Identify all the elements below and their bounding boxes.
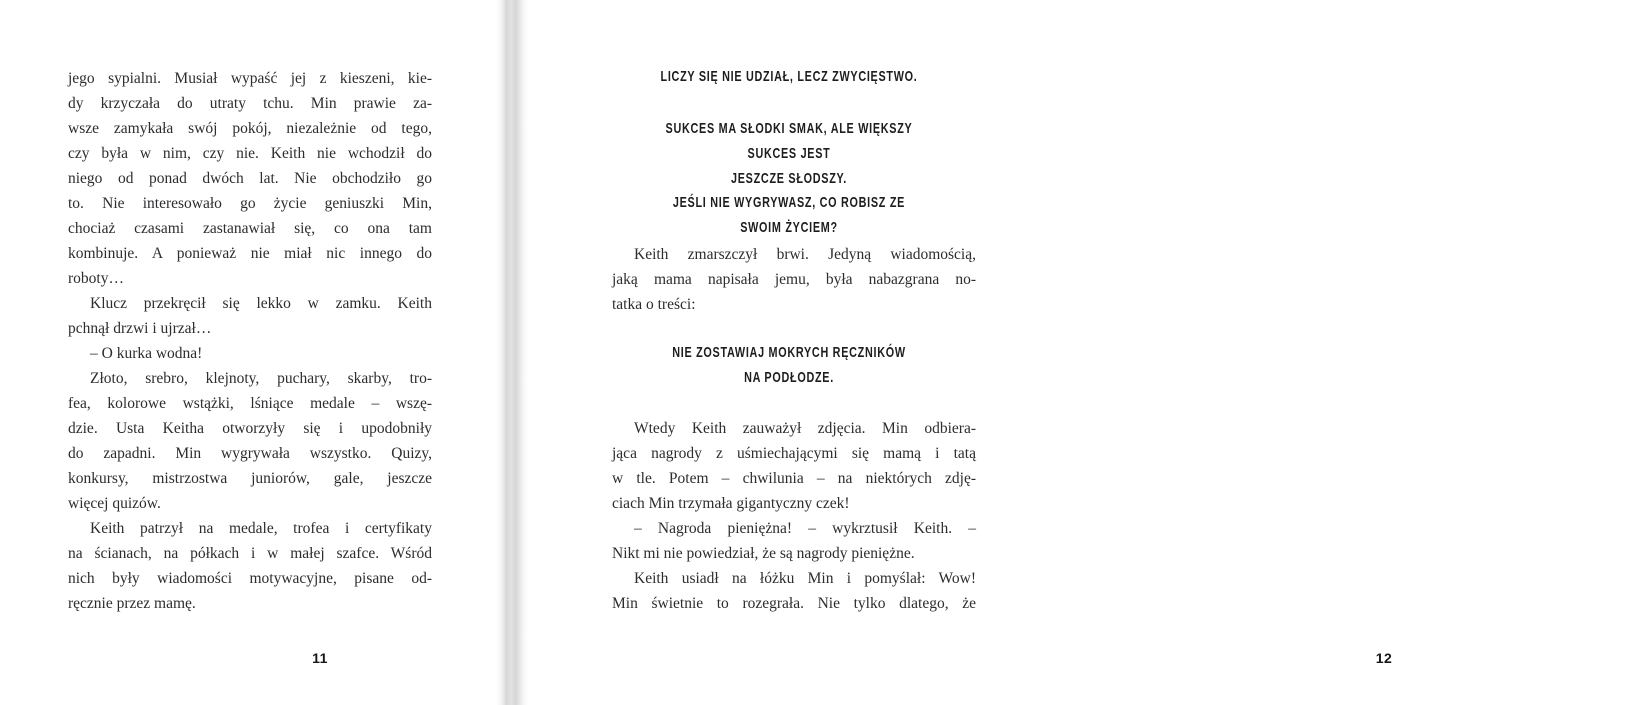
text-line: – O kurka wodna! [90, 345, 203, 362]
text-line: Klucz przekręcił się lekko w zamku. Keith [90, 295, 432, 312]
text-line: na ścianach, na półkach i w małej szafce. Wśród [68, 545, 432, 562]
page-number-right: 12 [1375, 650, 1393, 666]
text-line: chociaż czasami zastanawiał się, co ona tam [68, 220, 432, 237]
text-line: pchnął drzwi i ujrzał… [68, 320, 212, 337]
book-spine-gutter [496, 0, 528, 705]
motto-block-2 [654, 116, 923, 191]
text-line: w tle. Potem – chwilunia – na niektórych zdję- [612, 470, 976, 487]
right-page-paragraph-1 [612, 242, 976, 317]
left-page-text-block [68, 66, 432, 616]
right-page-paragraph-2 [612, 416, 976, 616]
motto-line-1: LICZY SIĘ NIE UDZIAŁ, LECZ ZWYCIĘSTWO. [660, 68, 918, 85]
text-line: do zapadni. Min wygrywała wszystko. Quizy, [68, 445, 432, 462]
mom-note-block [654, 340, 923, 390]
text-line: więcej quizów. [68, 495, 161, 512]
text-line: dy krzyczała do utraty tchu. Min prawie za- [68, 95, 432, 112]
text-line: Keith usiadł na łóżku Min i pomyślał: Wow! [634, 570, 976, 587]
mom-note-line-2: NA PODŁODZE. [744, 369, 834, 386]
text-line: roboty… [68, 270, 124, 287]
motto-line-3: JEŚLI NIE WYGRYWASZ, CO ROBISZ ZE SWOIM ŻYCIEM? [672, 194, 906, 236]
text-line: Min świetnie to rozegrała. Nie tylko dlatego, że [612, 595, 976, 612]
page-number-left: 11 [312, 650, 328, 666]
text-line: konkursy, mistrzostwa juniorów, gale, jeszcze [68, 470, 432, 487]
text-line: wsze zamykała swój pokój, niezależnie od tego, [68, 120, 432, 137]
text-line: to. Nie interesowało go życie geniuszki Min, [68, 195, 432, 212]
text-line: dzie. Usta Keitha otworzyły się i upodobniły [68, 420, 432, 437]
text-line: ciach Min trzymała gigantyczny czek! [612, 495, 850, 512]
text-line: – Nagroda pieniężna! – wykrztusił Keith. – [634, 520, 976, 537]
page-left [68, 0, 432, 705]
text-line: fea, kolorowe wstążki, lśniące medale – wszę- [68, 395, 432, 412]
text-line: nich były wiadomości motywacyjne, pisane od- [68, 570, 432, 587]
text-line: ręcznie przez mamę. [68, 595, 196, 612]
text-line: Złoto, srebro, klejnoty, puchary, skarby, tro- [90, 370, 432, 387]
mom-note-line-1: NIE ZOSTAWIAJ MOKRYCH RĘCZNIKÓW [672, 344, 906, 361]
text-line: tatka o treści: [612, 296, 696, 313]
motto-2-line-2: JESZCZE SŁODSZY. [731, 170, 847, 187]
page-right [612, 0, 1393, 705]
text-line: Wtedy Keith zauważył zdjęcia. Min odbiera- [634, 420, 976, 437]
text-line: niego od ponad dwóch lat. Nie obchodziło go [68, 170, 432, 187]
text-line: jego sypialni. Musiał wypaść jej z kieszeni, kie- [68, 70, 432, 87]
motto-2-line-1: SUKCES MA SŁODKI SMAK, ALE WIĘKSZY SUKCES JEST [665, 120, 913, 162]
text-line: jaką mama napisała jemu, była nabazgrana no- [612, 271, 976, 288]
text-line: jąca nagrody z uśmiechającymi się mamą i tatą [612, 445, 976, 462]
text-line: Keith zmarszczył brwi. Jedyną wiadomością, [634, 246, 976, 263]
text-line: kombinuje. A ponieważ nie miał nic innego do [68, 245, 432, 262]
text-line: czy była w nim, czy nie. Keith nie wchodził do [68, 145, 432, 162]
text-line: Nikt mi nie powiedział, że są nagrody pieniężne. [612, 545, 915, 562]
text-line: Keith patrzył na medale, trofea i certyfikaty [90, 520, 432, 537]
